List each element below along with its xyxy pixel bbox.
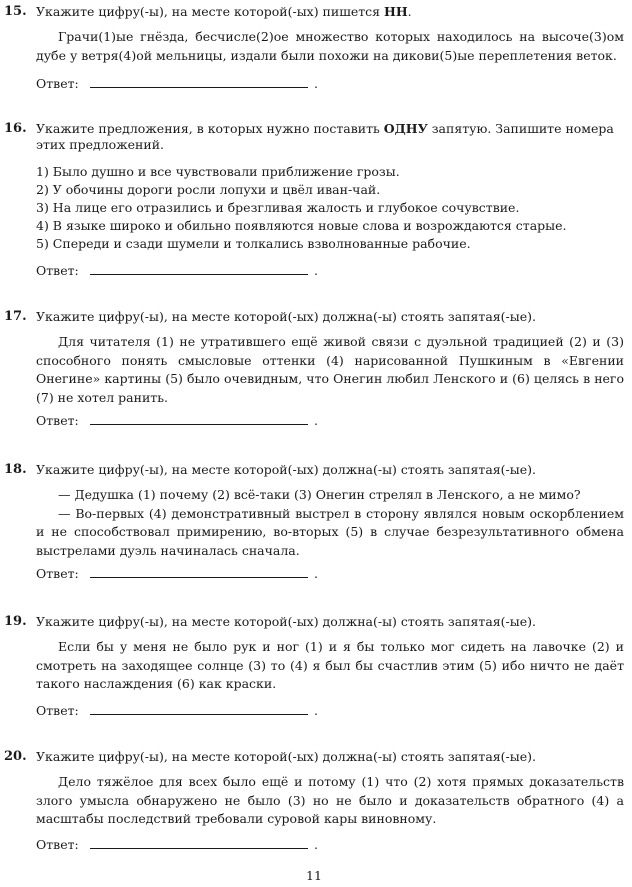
- task-number: 15.: [4, 4, 27, 19]
- answer-row: [36, 413, 318, 428]
- options-list: [36, 163, 624, 253]
- prompt-text-end: .: [407, 4, 412, 19]
- prompt-text: Укажите цифру(-ы), на месте которой(-ых) пишется: [36, 4, 385, 19]
- prompt-emphasis: ОДНУ: [383, 121, 428, 136]
- dialog-line: — Во-первых (4) демонстративный выстрел в сторону являлся новым оскорблением и не способствовал примирению, во-вторых (5) в случае безрезультативного обмена выстрелами дуэль начиналась сначала.: [36, 505, 624, 558]
- option-item: 4) В языке широко и обильно появляются новые слова и возрождаются старые.: [36, 218, 567, 233]
- task-number: 16.: [4, 121, 27, 136]
- prompt-emphasis: НН: [384, 4, 408, 19]
- prompt-text-end: запятую. Запишите номера этих предложений.: [36, 121, 614, 152]
- answer-field[interactable]: [90, 413, 308, 425]
- answer-field[interactable]: [90, 263, 308, 275]
- answer-dot: .: [314, 413, 318, 428]
- task-prompt: Укажите цифру(-ы), на месте которой(-ых) должна(-ы) стоять запятая(-ые).: [36, 309, 536, 324]
- answer-label: Ответ:: [36, 837, 79, 852]
- dialog-line: — Дедушка (1) почему (2) всё-таки (3) Онегин стрелял в Ленского, а не мимо?: [58, 487, 581, 502]
- task-number: 20.: [4, 749, 27, 764]
- task-dialog: [36, 486, 624, 560]
- answer-row: [36, 76, 318, 91]
- answer-label: Ответ:: [36, 703, 79, 718]
- answer-dot: .: [314, 566, 318, 581]
- task-text: Дело тяжёлое для всех было ещё и потому (1) что (2) хотя прямых доказательств злого умысла обнаружено не было (3) но не было и доказательств обратного (4) а масштабы последствий требовали суровой кары виновному.: [36, 774, 624, 826]
- option-item: 3) На лице его отразились и брезгливая жалость и глубокое сочувствие.: [36, 200, 520, 215]
- task-prompt: Укажите цифру(-ы), на месте которой(-ых) должна(-ы) стоять запятая(-ые).: [36, 462, 536, 477]
- prompt-text: Укажите предложения, в которых нужно поставить: [36, 121, 384, 136]
- task-number: 18.: [4, 462, 27, 477]
- page-number: 11: [306, 868, 322, 883]
- answer-label: Ответ:: [36, 263, 79, 278]
- answer-row: [36, 566, 318, 581]
- task-number: 19.: [4, 614, 27, 629]
- answer-field[interactable]: [90, 837, 308, 849]
- answer-label: Ответ:: [36, 566, 79, 581]
- answer-row: [36, 263, 318, 278]
- answer-dot: .: [314, 263, 318, 278]
- answer-dot: .: [314, 76, 318, 91]
- answer-dot: .: [314, 703, 318, 718]
- answer-label: Ответ:: [36, 76, 79, 91]
- answer-label: Ответ:: [36, 413, 79, 428]
- answer-row: [36, 837, 318, 852]
- task-prompt: Укажите цифру(-ы), на месте которой(-ых) должна(-ы) стоять запятая(-ые).: [36, 614, 536, 629]
- task-text: Если бы у меня не было рук и ног (1) и я бы только мог сидеть на лавочке (2) и смотреть на заходящее солнце (3) то (4) я был бы счастлив этим (5) ибо ничто не даёт такого наслаждения (6) как краски.: [36, 639, 624, 691]
- option-item: 5) Спереди и сзади шумели и толкались взволнованные рабочие.: [36, 236, 471, 251]
- task-text: Грачи(1)ые гнёзда, бесчисле(2)ое множество которых находилось на высоче(3)ом дубе у ветря(4)ой мельницы, издали были похожи на дикови(5)ые переплетения веток.: [36, 29, 624, 63]
- task-text: Для читателя (1) не утратившего ещё живой связи с дуэльной традицией (2) и (3) способного понять смысловые оттенки (4) нарисованной Пушкиным в «Евгении Онегине» картины (5) было очевидным, что Онегин любил Ленского и (6) целясь в него (7) не хотел ранить.: [36, 334, 624, 405]
- task-prompt: [36, 4, 624, 20]
- answer-dot: .: [314, 837, 318, 852]
- option-item: 2) У обочины дороги росли лопухи и цвёл иван-чай.: [36, 182, 381, 197]
- task-prompt: [36, 121, 624, 153]
- answer-field[interactable]: [90, 703, 308, 715]
- task-number: 17.: [4, 309, 27, 324]
- option-item: 1) Было душно и все чувствовали приближение грозы.: [36, 164, 400, 179]
- answer-field[interactable]: [90, 76, 308, 88]
- task-prompt: Укажите цифру(-ы), на месте которой(-ых) должна(-ы) стоять запятая(-ые).: [36, 749, 536, 764]
- answer-field[interactable]: [90, 566, 308, 578]
- answer-row: [36, 703, 318, 718]
